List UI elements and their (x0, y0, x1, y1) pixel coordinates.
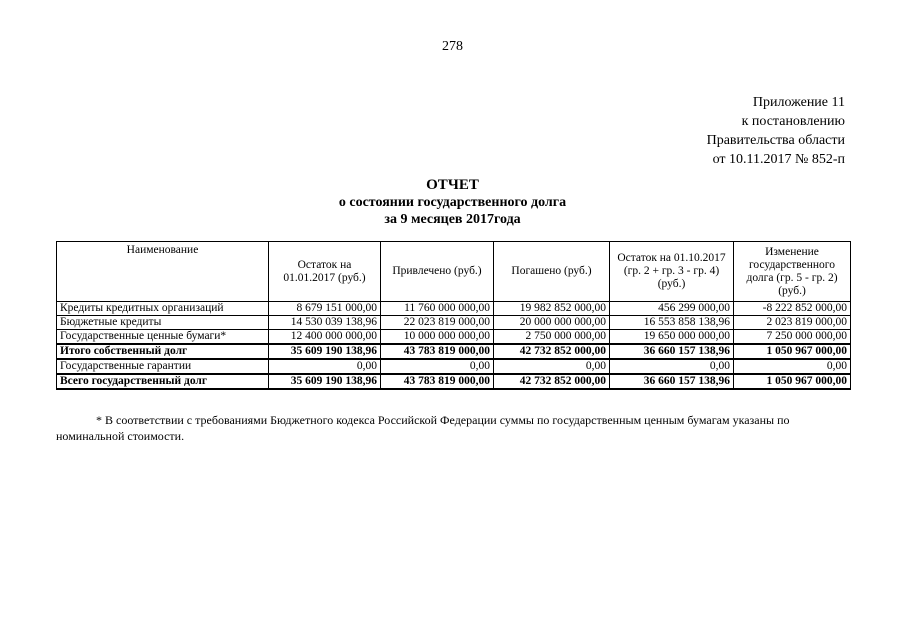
cell-change: 0,00 (734, 359, 851, 374)
report-title (0, 177, 905, 228)
appendix-line-2: к постановлению (741, 114, 845, 129)
page-number: 278 (442, 39, 463, 54)
table-row-total (57, 374, 851, 389)
header-attracted: Привлечено (руб.) (381, 242, 494, 302)
cell-balance-start: 35 609 190 138,96 (269, 374, 381, 389)
cell-attracted: 11 760 000 000,00 (381, 302, 494, 316)
cell-repaid: 19 982 852 000,00 (494, 302, 610, 316)
cell-change: 7 250 000 000,00 (734, 330, 851, 345)
appendix-line-4: от 10.11.2017 № 852-п (712, 152, 845, 167)
table-row (57, 359, 851, 374)
appendix-line-1: Приложение 11 (752, 95, 845, 110)
appendix-block (707, 93, 845, 169)
cell-balance-end: 36 660 157 138,96 (610, 374, 734, 389)
row-name: Государственные ценные бумаги* (57, 330, 269, 345)
cell-balance-start: 35 609 190 138,96 (269, 344, 381, 359)
cell-attracted: 10 000 000 000,00 (381, 330, 494, 345)
cell-attracted: 43 783 819 000,00 (381, 374, 494, 389)
row-name: Кредиты кредитных организаций (57, 302, 269, 316)
cell-repaid: 20 000 000 000,00 (494, 316, 610, 330)
cell-attracted: 22 023 819 000,00 (381, 316, 494, 330)
cell-repaid: 0,00 (494, 359, 610, 374)
cell-change: 1 050 967 000,00 (734, 374, 851, 389)
cell-balance-end: 36 660 157 138,96 (610, 344, 734, 359)
cell-balance-start: 0,00 (269, 359, 381, 374)
table-row-subtotal (57, 344, 851, 359)
cell-balance-end: 0,00 (610, 359, 734, 374)
cell-repaid: 42 732 852 000,00 (494, 344, 610, 359)
row-name: Государственные гарантии (57, 359, 269, 374)
table-row (57, 302, 851, 316)
footnote: * В соответствии с требованиями Бюджетного кодекса Российской Федерации суммы по государственным ценным бумагам указаны по номинальной стоимости. (56, 413, 790, 443)
cell-change: -8 222 852 000,00 (734, 302, 851, 316)
cell-balance-start: 12 400 000 000,00 (269, 330, 381, 345)
header-name: Наименование (57, 242, 269, 302)
header-repaid: Погашено (руб.) (494, 242, 610, 302)
header-balance-start: Остаток на 01.01.2017 (руб.) (269, 242, 381, 302)
cell-repaid: 42 732 852 000,00 (494, 374, 610, 389)
cell-balance-start: 8 679 151 000,00 (269, 302, 381, 316)
table-row (57, 330, 851, 345)
appendix-line-3: Правительства области (706, 133, 845, 148)
header-balance-end: Остаток на 01.10.2017 (гр. 2 + гр. 3 - гр. 4) (руб.) (610, 242, 734, 302)
report-title-subtitle: о состоянии государственного долга (338, 195, 567, 210)
cell-balance-end: 16 553 858 138,96 (610, 316, 734, 330)
debt-table (56, 241, 851, 390)
cell-attracted: 0,00 (381, 359, 494, 374)
cell-change: 2 023 819 000,00 (734, 316, 851, 330)
cell-balance-end: 19 650 000 000,00 (610, 330, 734, 345)
row-name: Бюджетные кредиты (57, 316, 269, 330)
report-title-period: за 9 месяцев 2017года (384, 212, 521, 227)
cell-repaid: 2 750 000 000,00 (494, 330, 610, 345)
row-name: Итого собственный долг (57, 344, 269, 359)
row-name: Всего государственный долг (57, 374, 269, 389)
cell-change: 1 050 967 000,00 (734, 344, 851, 359)
cell-attracted: 43 783 819 000,00 (381, 344, 494, 359)
cell-balance-start: 14 530 039 138,96 (269, 316, 381, 330)
table-header-row (57, 242, 851, 302)
header-change: Изменение государственного долга (гр. 5 - гр. 2) (руб.) (734, 242, 851, 302)
cell-balance-end: 456 299 000,00 (610, 302, 734, 316)
report-title-main: ОТЧЕТ (426, 177, 479, 193)
table-row (57, 316, 851, 330)
